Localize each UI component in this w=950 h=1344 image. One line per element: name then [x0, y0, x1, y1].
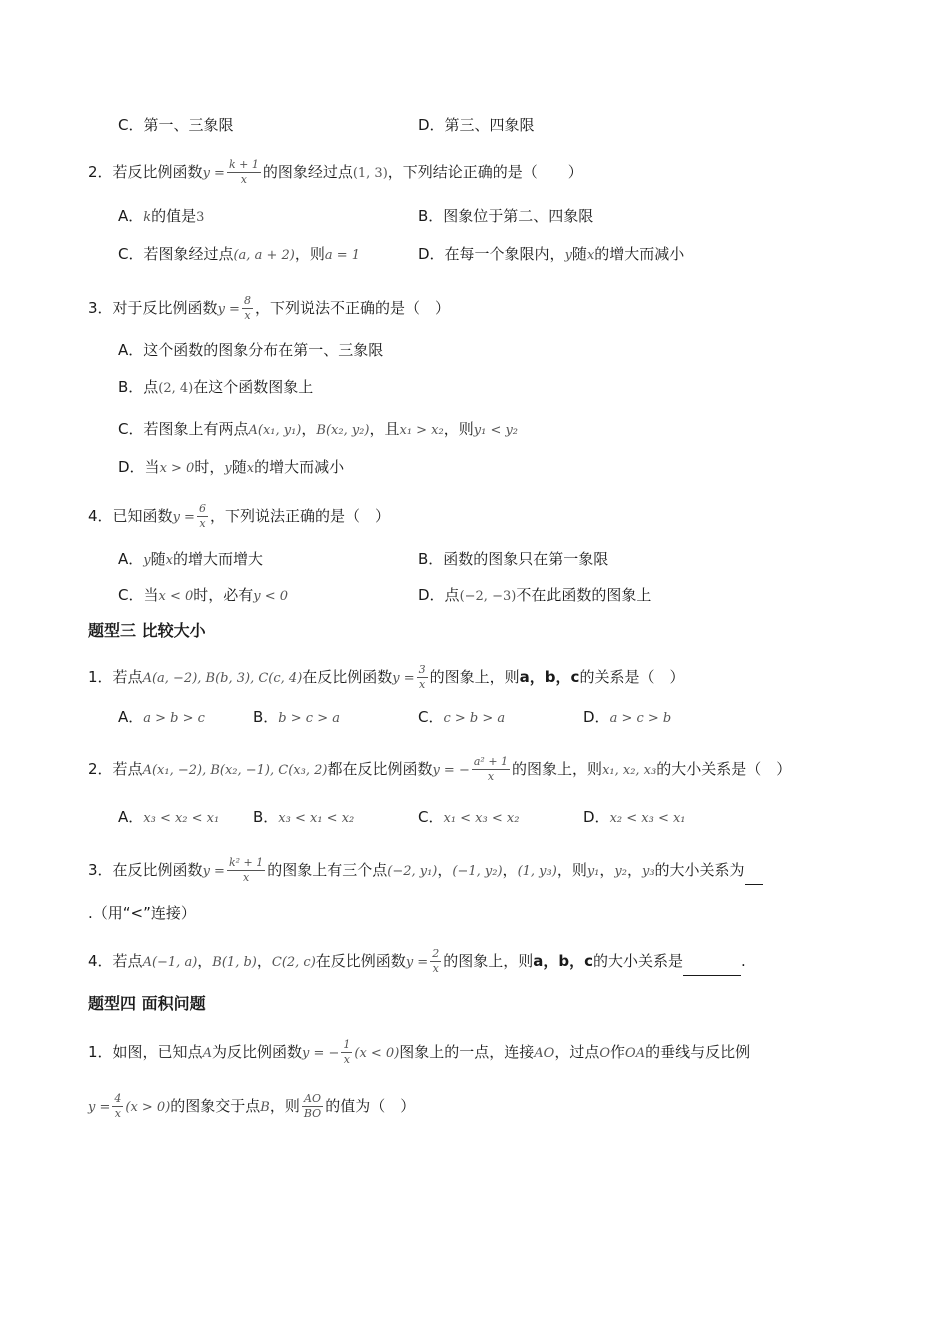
option-label: A． — [118, 808, 144, 826]
math: y₁ < y₂ — [473, 423, 519, 438]
math: x₁, x₂, x₃ — [602, 763, 657, 778]
numerator: 1 — [343, 1038, 351, 1051]
math: 3 — [196, 210, 205, 225]
stem-text: 图象上的一点，连接 — [399, 1043, 535, 1061]
option-c — [118, 584, 288, 608]
fraction — [302, 1092, 323, 1121]
option-text: D．点 — [418, 586, 460, 604]
math: x — [586, 248, 595, 263]
stem-text: 的大小关系是 — [592, 952, 683, 970]
numerator: AO — [302, 1092, 323, 1107]
math: (1, y₃) — [517, 864, 557, 879]
math: A — [202, 1046, 212, 1061]
question-3-stem — [88, 294, 450, 323]
stem-text: 的大小关系为 — [654, 861, 745, 879]
question-1-stem — [88, 663, 684, 692]
stem-text: 的图象交于点 — [170, 1097, 261, 1115]
option-label: A． — [118, 708, 144, 726]
math: a = 1 — [324, 248, 361, 263]
option-text: D．当 — [118, 458, 160, 476]
question-number: 4． — [88, 507, 113, 525]
stem-text: 的图象经过点 — [262, 163, 353, 181]
option-b — [253, 706, 340, 730]
option-a — [118, 706, 205, 730]
fraction — [112, 1092, 123, 1121]
option-a — [118, 806, 219, 830]
math: A(a, −2), B(b, 3), C(c, 4) — [142, 671, 303, 686]
option-label: C． — [418, 708, 444, 726]
denominator: x — [199, 517, 206, 530]
option-c — [118, 243, 360, 267]
fraction — [227, 856, 265, 885]
fraction — [227, 158, 261, 187]
stem-text: 为反比例函数 — [211, 1043, 302, 1061]
math: y = — [88, 1100, 111, 1115]
question-number: 2． — [88, 163, 113, 181]
stem-text: ，则 — [269, 1097, 300, 1115]
stem-text: 若点 — [112, 760, 143, 778]
option-d — [418, 243, 684, 267]
math: y₂ — [614, 864, 627, 879]
math: y₃ — [641, 864, 655, 879]
option-text: 不在此函数的图象上 — [516, 586, 652, 604]
math: A(x₁, −2), B(x₂, −1), C(x₃, 2) — [142, 763, 328, 778]
question-number: 4． — [88, 952, 113, 970]
option-text: ，且 — [369, 420, 400, 438]
stem-text: 的垂线与反比例 — [645, 1043, 751, 1061]
stem-text: 的大小关系是（ ） — [656, 760, 792, 778]
math: y = − — [301, 1046, 340, 1061]
math: x₁ > x₂ — [399, 423, 444, 438]
math: B(x₂, y₂) — [316, 423, 370, 438]
fraction — [430, 947, 441, 976]
option-a: A．这个函数的图象分布在第一、三象限 — [118, 341, 384, 359]
bold-variables: a，b，c — [533, 952, 593, 970]
math: (−1, y₂) — [452, 864, 503, 879]
fraction — [417, 663, 428, 692]
stem-text: 的关系是（ ） — [579, 668, 685, 686]
stem-text: 作 — [610, 1043, 626, 1061]
numerator: 6 — [198, 502, 206, 515]
option-text: C．若图象上有两点 — [118, 420, 249, 438]
math: (x < 0) — [354, 1046, 400, 1061]
math: B — [260, 1100, 270, 1115]
math: b > c > a — [278, 711, 340, 726]
option-d — [118, 456, 344, 480]
stem-text: 的图象上有三个点 — [267, 861, 388, 879]
stem-text: 已知函数 — [112, 507, 173, 525]
stem-text: 对于反比例函数 — [112, 299, 218, 317]
question-number: 1． — [88, 668, 113, 686]
math: (1, 3) — [352, 166, 388, 181]
question-number: 2． — [88, 760, 113, 778]
stem-text: ，过点 — [554, 1043, 600, 1061]
option-b: B．函数的图象只在第一象限 — [418, 550, 609, 568]
math: x — [246, 461, 255, 476]
math: (−2, y₁) — [387, 864, 438, 879]
fraction — [242, 294, 253, 323]
question-1-stem — [88, 1038, 750, 1067]
option-label: C． — [418, 808, 444, 826]
math: c > b > a — [443, 711, 506, 726]
fraction — [341, 1038, 352, 1067]
stem-text: 的图象上，则 — [429, 668, 520, 686]
option-text: B．点 — [118, 378, 159, 396]
denominator: x — [432, 962, 439, 975]
option-b — [118, 376, 313, 400]
stem-text: 若点 — [112, 952, 143, 970]
option-label: A． — [118, 550, 144, 568]
stem-text: 在反比例函数 — [302, 668, 393, 686]
answer-blank[interactable] — [683, 959, 741, 976]
math: y — [143, 553, 151, 568]
question-3-stem: 3．在反比例函数y = $\frac{\text{k² + 1}}{x}$ 的图象上有三个点(−2, y₁)，(−1, y₂)，(1, y₃)，则y₁，y₂，y₃的大小关系为 — [88, 856, 763, 885]
math: x₂ < x₃ < x₁ — [609, 811, 686, 826]
option-text: ，则 — [294, 245, 325, 263]
stem-text: ，下列说法不正确的是（ ） — [254, 299, 450, 317]
math: (a, a + 2) — [233, 248, 295, 263]
option-text: 的增大而减小 — [594, 245, 685, 263]
math: y = — [392, 671, 415, 686]
option-text: 的增大而增大 — [172, 550, 263, 568]
stem-text: 在反比例函数 — [315, 952, 406, 970]
math: y = — [405, 955, 429, 970]
stem-text: 的图象上，则 — [443, 952, 534, 970]
option-text: 时， — [194, 458, 225, 476]
option-d — [583, 706, 671, 730]
math: y = — [172, 510, 195, 525]
math: x > 0 — [159, 461, 195, 476]
option-label: D． — [583, 808, 610, 826]
math: O — [599, 1046, 611, 1061]
math: y — [224, 461, 232, 476]
stem-text: 在反比例函数 — [112, 861, 203, 879]
option-text: D．在每一个象限内， — [418, 245, 565, 263]
denominator: x — [114, 1107, 121, 1120]
fraction — [472, 755, 510, 784]
question-number: 3． — [88, 299, 113, 317]
stem-text: 若反比例函数 — [112, 163, 203, 181]
stem-text: . — [740, 952, 746, 970]
numerator: 4 — [114, 1092, 122, 1105]
option-text: 随 — [150, 550, 166, 568]
option-label: B． — [253, 708, 279, 726]
stem-text: 若点 — [112, 668, 143, 686]
question-number: 3． — [88, 861, 113, 879]
stem-text: ，则 — [556, 861, 587, 879]
bold-variables: a，b，c — [519, 668, 580, 686]
fraction — [197, 502, 208, 531]
denominator: x — [343, 1053, 350, 1066]
math: A(−1, a) — [142, 955, 198, 970]
math: y — [564, 248, 572, 263]
option-b — [253, 806, 354, 830]
option-text: 时，必有 — [193, 586, 254, 604]
math: y = — [217, 302, 240, 317]
math: A(x₁, y₁) — [248, 423, 302, 438]
math: OA — [625, 1046, 646, 1061]
numerator: 3 — [418, 663, 426, 676]
stem-text: 如图，已知点 — [112, 1043, 203, 1061]
denominator: BO — [303, 1107, 322, 1120]
math: a > b > c — [143, 711, 205, 726]
section-title: 题型四 面积问题 — [88, 994, 206, 1013]
math: (2, 4) — [158, 381, 194, 396]
numerator: 8 — [243, 294, 251, 307]
math: x₃ < x₁ < x₂ — [278, 811, 355, 826]
numerator: k + 1 — [228, 158, 259, 171]
question-2-stem — [88, 158, 583, 187]
option-label: D． — [583, 708, 610, 726]
stem-text: 都在反比例函数 — [327, 760, 433, 778]
option-a — [118, 548, 263, 572]
math: y = — [202, 864, 225, 879]
option-label: B． — [253, 808, 279, 826]
option-d — [418, 584, 651, 608]
option-text: C．当 — [118, 586, 159, 604]
answer-blank[interactable] — [745, 868, 763, 885]
question-2-stem — [88, 755, 791, 784]
numerator: a² + 1 — [473, 755, 509, 768]
section-title: 题型三 比较大小 — [88, 621, 206, 640]
stem-text: ，下列说法正确的是（ ） — [209, 507, 390, 525]
option-text: 随 — [231, 458, 247, 476]
math: x₁ < x₃ < x₂ — [443, 811, 520, 826]
math: y < 0 — [253, 589, 289, 604]
math: C(2, c) — [271, 955, 316, 970]
question-4-stem: 4．若点A(−1, a)，B(1, b)，C(2, c)在反比例函数y = $\frac{2}{x}$ 的图象上，则a，b，c的大小关系是 . — [88, 947, 746, 975]
option-text: C．若图象经过点 — [118, 245, 234, 263]
math: a > c > b — [609, 711, 672, 726]
stem-text: 的图象上，则 — [512, 760, 603, 778]
option-text: ，则 — [443, 420, 474, 438]
math: y = − — [432, 763, 470, 778]
option-c — [118, 418, 518, 442]
math: y₁ — [586, 864, 600, 879]
denominator: x — [244, 309, 251, 322]
option-c — [418, 706, 505, 730]
denominator: x — [419, 678, 426, 691]
option-d: D．第三、四象限 — [418, 116, 535, 134]
math: k — [143, 210, 152, 225]
numerator: 2 — [432, 947, 440, 960]
stem-text: ，下列结论正确的是（ ） — [387, 163, 583, 181]
option-a — [118, 205, 204, 229]
option-b: B．图象位于第二、四象限 — [418, 207, 594, 225]
denominator: x — [240, 173, 247, 186]
question-number: 1． — [88, 1043, 113, 1061]
option-text: 的增大而减小 — [254, 458, 345, 476]
question-1-stem-continued — [88, 1092, 415, 1121]
numerator: k² + 1 — [228, 856, 264, 869]
math: (−2, −3) — [459, 589, 517, 604]
math: (x > 0) — [125, 1100, 171, 1115]
option-label: A． — [118, 207, 144, 225]
option-text: 在这个函数图象上 — [193, 378, 314, 396]
denominator: x — [487, 770, 495, 783]
option-d — [583, 806, 686, 830]
math: x — [165, 553, 173, 568]
option-text: 随 — [571, 245, 587, 263]
denominator: x — [242, 871, 250, 884]
option-text: 的值是 — [151, 207, 197, 225]
question-4-stem — [88, 502, 390, 531]
option-c: C．第一、三象限 — [118, 116, 234, 134]
option-text: ， — [301, 420, 317, 438]
math: x₃ < x₂ < x₁ — [143, 811, 220, 826]
math: AO — [534, 1046, 555, 1061]
option-c — [418, 806, 519, 830]
stem-text: 的值为（ ） — [325, 1097, 416, 1115]
math: B(1, b) — [212, 955, 257, 970]
math: x < 0 — [158, 589, 194, 604]
math: y = — [202, 166, 225, 181]
question-3-stem-continued: .（用“<”连接） — [88, 904, 196, 922]
